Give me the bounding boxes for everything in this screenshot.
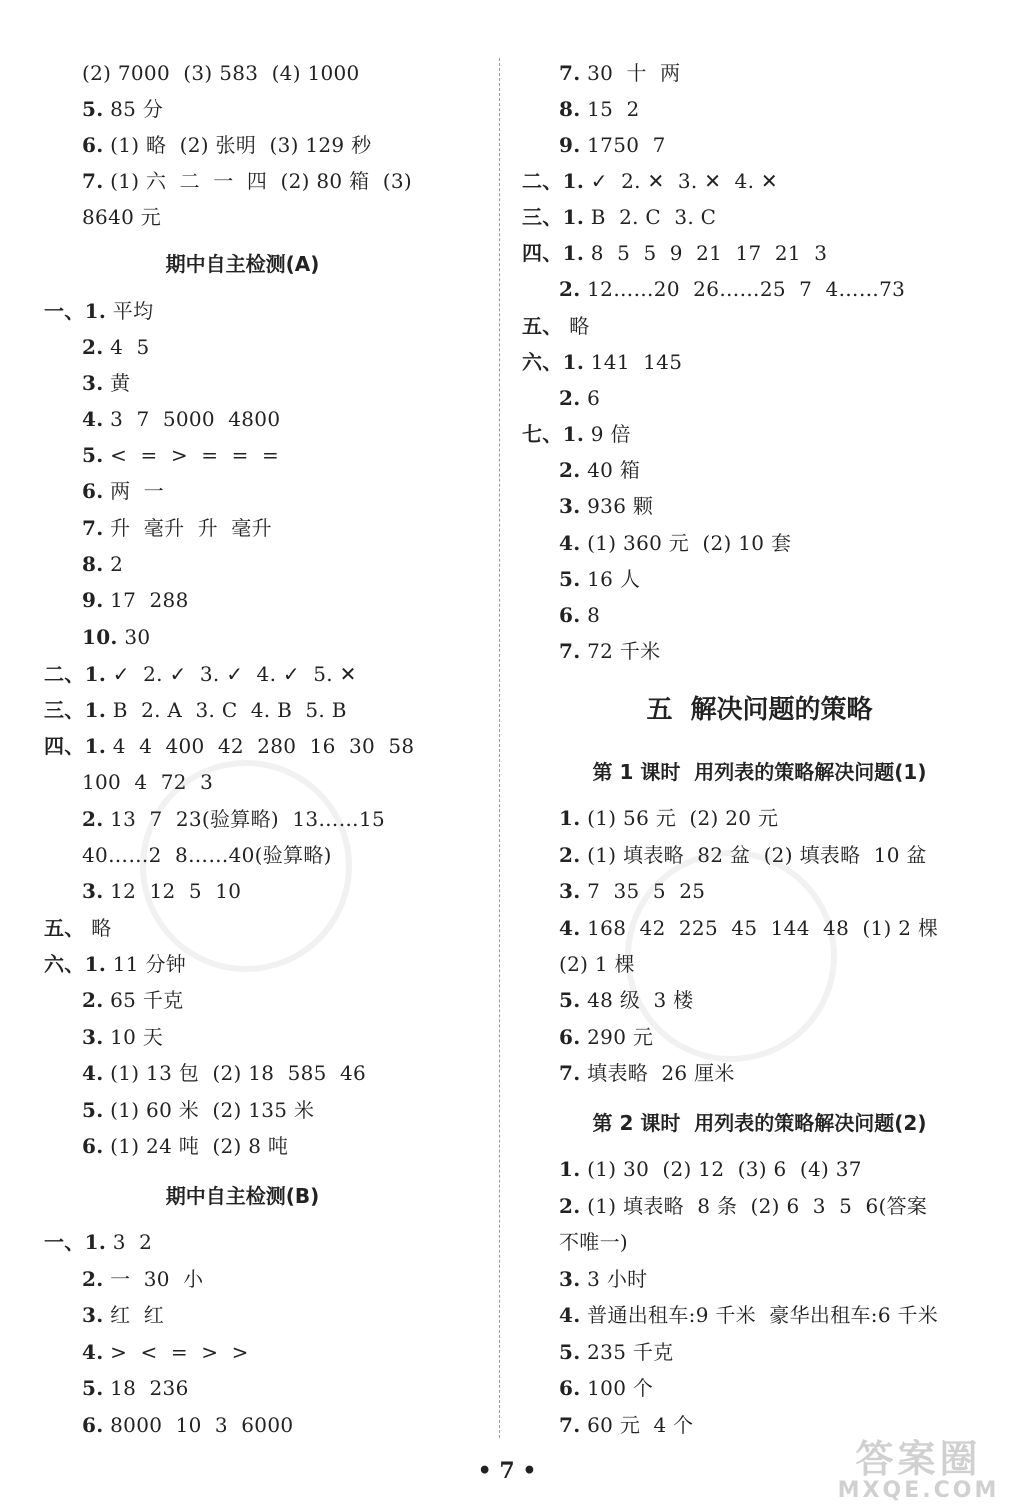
answer-text: 8000 10 3 6000 xyxy=(110,1413,294,1437)
answer-line xyxy=(82,619,150,655)
answer-text: 6 xyxy=(587,386,601,410)
answer-text: 10 天 xyxy=(110,1025,164,1049)
question-number: 5. xyxy=(82,1098,104,1122)
answer-text: 3 小时 xyxy=(587,1267,648,1291)
question-number: 7. xyxy=(559,639,581,663)
answer-line xyxy=(559,1188,927,1224)
answer-line xyxy=(44,293,153,329)
answer-line xyxy=(559,561,640,597)
question-number: 3. xyxy=(559,494,581,518)
answer-text: (1) 六 二 一 四 (2) 80 箱 (3) xyxy=(110,169,412,193)
answer-line xyxy=(559,1261,647,1297)
answer-text: 2 xyxy=(110,552,124,576)
question-number: 三、1. xyxy=(44,698,107,722)
answer-line xyxy=(82,1334,249,1370)
answer-line xyxy=(82,1261,203,1297)
answer-text: 12 12 5 10 xyxy=(110,879,242,903)
question-number: 二、1. xyxy=(44,662,107,686)
question-number: 六、1. xyxy=(44,952,107,976)
question-number: 4. xyxy=(559,916,581,940)
answer-line xyxy=(559,1224,628,1260)
section-heading: 第 2 课时 用列表的策略解决问题(2) xyxy=(592,1111,927,1135)
answer-text: 48 级 3 楼 xyxy=(587,988,694,1012)
answer-line xyxy=(559,1151,862,1187)
answer-line xyxy=(82,1128,288,1164)
answer-text: 普通出租车:9 千米 豪华出租车:6 千米 xyxy=(587,1303,939,1327)
question-number: 7. xyxy=(82,516,104,540)
question-number: 5. xyxy=(559,1340,581,1364)
question-number: 4. xyxy=(82,1061,104,1085)
answer-text: 40……2 8……40(验算略) xyxy=(82,843,332,867)
answer-text: 一 30 小 xyxy=(110,1267,204,1291)
question-number: 4. xyxy=(559,531,581,555)
question-number: 五、 xyxy=(44,916,85,940)
question-number: 4. xyxy=(559,1303,581,1327)
answer-text: (1) 填表略 82 盆 (2) 填表略 10 盆 xyxy=(587,843,927,867)
answer-text: 17 288 xyxy=(110,588,189,612)
section-heading: 第 1 课时 用列表的策略解决问题(1) xyxy=(592,760,927,784)
answer-line xyxy=(82,473,164,509)
answer-line xyxy=(82,91,163,127)
answer-line xyxy=(82,199,161,235)
answer-line xyxy=(559,1019,653,1055)
question-number: 3. xyxy=(559,879,581,903)
answer-text: 填表略 26 厘米 xyxy=(587,1061,735,1085)
question-number: 2. xyxy=(82,335,104,359)
question-number: 6. xyxy=(559,1025,581,1049)
question-number: 5. xyxy=(82,1376,104,1400)
answer-text: 红 红 xyxy=(110,1303,165,1327)
answer-line xyxy=(82,1019,163,1055)
answer-text: 略 xyxy=(91,916,112,940)
answer-line xyxy=(559,633,660,669)
question-number: 2. xyxy=(82,988,104,1012)
answer-text: (1) 360 元 (2) 10 套 xyxy=(587,531,792,555)
answer-line xyxy=(82,510,272,546)
answer-text: 936 颗 xyxy=(587,494,654,518)
answer-text: 黄 xyxy=(110,371,131,395)
page-number: • 7 • xyxy=(477,1458,537,1484)
question-number: 9. xyxy=(559,133,581,157)
answer-text: B 2. C 3. C xyxy=(590,205,717,229)
answer-line xyxy=(82,582,189,618)
column-divider xyxy=(499,58,500,1438)
answer-text: (1) 填表略 8 条 (2) 6 3 5 6(答案 xyxy=(587,1194,928,1218)
answer-line xyxy=(559,1407,693,1443)
answer-text: (2) 7000 (3) 583 (4) 1000 xyxy=(82,61,360,85)
answer-line xyxy=(559,1055,735,1091)
answer-line xyxy=(82,1370,189,1406)
answer-text: 7 35 5 25 xyxy=(587,879,706,903)
answer-line xyxy=(559,55,680,91)
answer-line xyxy=(559,525,791,561)
question-number: 六、1. xyxy=(522,350,585,374)
question-number: 7. xyxy=(559,61,581,85)
answer-text: > < = > > xyxy=(110,1340,249,1364)
answer-line xyxy=(82,982,183,1018)
question-number: 5. xyxy=(82,443,104,467)
question-number: 6. xyxy=(82,479,104,503)
stamp-watermark-right xyxy=(625,850,837,1062)
answer-text: 4 4 400 42 280 16 30 58 xyxy=(112,734,415,758)
question-number: 3. xyxy=(82,1303,104,1327)
answer-line xyxy=(44,1224,152,1260)
question-number: 2. xyxy=(82,807,104,831)
answer-text: (1) 13 包 (2) 18 585 46 xyxy=(110,1061,367,1085)
answer-text: (1) 24 吨 (2) 8 吨 xyxy=(110,1134,289,1158)
answer-text: 9 倍 xyxy=(590,422,631,446)
answer-text: 4 5 xyxy=(110,335,150,359)
answer-line xyxy=(82,163,412,199)
answer-text: 略 xyxy=(569,314,590,338)
answer-text: ✓ 2. ✕ 3. ✕ 4. ✕ xyxy=(590,169,778,193)
answer-line xyxy=(82,437,279,473)
answer-text: 16 人 xyxy=(587,567,641,591)
answer-line xyxy=(44,910,112,946)
answer-text: 平均 xyxy=(112,299,154,323)
question-number: 二、1. xyxy=(522,169,585,193)
answer-text: 15 2 xyxy=(587,97,640,121)
answer-text: < = > = = = xyxy=(110,443,280,467)
question-number: 6. xyxy=(82,1134,104,1158)
question-number: 3. xyxy=(82,371,104,395)
answer-line xyxy=(522,163,778,199)
question-number: 4. xyxy=(82,407,104,431)
question-number: 6. xyxy=(559,1376,581,1400)
answer-line xyxy=(522,235,827,271)
answer-line xyxy=(82,365,130,401)
question-number: 2. xyxy=(559,386,581,410)
answer-line xyxy=(82,1407,293,1443)
answer-text: 升 毫升 升 毫升 xyxy=(110,516,272,540)
answer-text: 12……20 26……25 7 4……73 xyxy=(587,277,906,301)
answer-line xyxy=(82,329,150,365)
section-heading: 期中自主检测(A) xyxy=(165,252,320,276)
question-number: 10. xyxy=(82,625,118,649)
answer-text: 3 7 5000 4800 xyxy=(110,407,281,431)
question-number: 7. xyxy=(559,1413,581,1437)
question-number: 一、1. xyxy=(44,1230,107,1254)
answer-text: 两 一 xyxy=(110,479,165,503)
answer-text: 290 元 xyxy=(587,1025,654,1049)
answer-line xyxy=(559,1297,938,1333)
question-number: 四、1. xyxy=(522,241,585,265)
answer-text: (1) 略 (2) 张明 (3) 129 秒 xyxy=(110,133,372,157)
answer-text: 1750 7 xyxy=(587,133,666,157)
answer-line xyxy=(559,91,640,127)
answer-text: 13 7 23(验算略) 13……15 xyxy=(110,807,386,831)
question-number: 2. xyxy=(559,277,581,301)
question-number: 2. xyxy=(82,1267,104,1291)
answer-line xyxy=(82,1092,314,1128)
section-heading: 期中自主检测(B) xyxy=(165,1184,320,1208)
question-number: 5. xyxy=(559,988,581,1012)
question-number: 五、 xyxy=(522,314,563,338)
answer-text: 100 4 72 3 xyxy=(82,770,214,794)
answer-text: 3 2 xyxy=(112,1230,153,1254)
question-number: 3. xyxy=(82,879,104,903)
answer-text: 65 千克 xyxy=(110,988,184,1012)
answer-text: 40 箱 xyxy=(587,458,641,482)
answer-text: 8 5 5 9 21 17 21 3 xyxy=(590,241,828,265)
answer-text: 11 分钟 xyxy=(112,952,187,976)
answer-line xyxy=(559,946,635,982)
answer-line xyxy=(82,546,123,582)
answer-text: 30 xyxy=(124,625,151,649)
site-logo-watermark: 答案圈 MXQE.COM xyxy=(837,1437,1000,1503)
question-number: 七、1. xyxy=(522,422,585,446)
question-number: 5. xyxy=(559,567,581,591)
answer-text: (2) 1 棵 xyxy=(559,952,635,976)
question-number: 1. xyxy=(559,1157,581,1181)
answer-line xyxy=(44,728,414,764)
question-number: 6. xyxy=(82,1413,104,1437)
answer-text: 235 千克 xyxy=(587,1340,674,1364)
answer-line xyxy=(522,344,682,380)
question-number: 2. xyxy=(559,458,581,482)
question-number: 6. xyxy=(82,133,104,157)
question-number: 4. xyxy=(82,1340,104,1364)
answer-text: 168 42 225 45 144 48 (1) 2 棵 xyxy=(587,916,939,940)
answer-line xyxy=(522,416,631,452)
answer-line xyxy=(522,199,716,235)
question-number: 7. xyxy=(559,1061,581,1085)
question-number: 四、1. xyxy=(44,734,107,758)
stamp-watermark-left xyxy=(140,760,352,972)
answer-text: (1) 60 米 (2) 135 米 xyxy=(110,1098,315,1122)
answer-text: ✓ 2. ✓ 3. ✓ 4. ✓ 5. ✕ xyxy=(112,662,357,686)
answer-line xyxy=(82,1297,164,1333)
answer-text: 8 xyxy=(587,603,601,627)
answer-text: 100 个 xyxy=(587,1376,654,1400)
answer-line xyxy=(559,1334,674,1370)
question-number: 1. xyxy=(559,806,581,830)
answer-line xyxy=(559,488,653,524)
answer-line xyxy=(559,127,666,163)
answer-line xyxy=(559,380,600,416)
answer-line xyxy=(559,597,600,633)
question-number: 8. xyxy=(82,552,104,576)
answer-text: 141 145 xyxy=(590,350,683,374)
answer-text: 60 元 4 个 xyxy=(587,1413,694,1437)
answer-line xyxy=(44,692,347,728)
answer-text: (1) 30 (2) 12 (3) 6 (4) 37 xyxy=(587,1157,862,1181)
answer-line xyxy=(559,800,778,836)
question-number: 3. xyxy=(559,1267,581,1291)
question-number: 三、1. xyxy=(522,205,585,229)
question-number: 3. xyxy=(82,1025,104,1049)
answer-line xyxy=(559,271,905,307)
question-number: 5. xyxy=(82,97,104,121)
question-number: 7. xyxy=(82,169,104,193)
question-number: 6. xyxy=(559,603,581,627)
answer-text: 85 分 xyxy=(110,97,164,121)
answer-text: 不唯一) xyxy=(559,1230,629,1254)
answer-text: (1) 56 元 (2) 20 元 xyxy=(587,806,779,830)
answer-text: 30 十 两 xyxy=(587,61,681,85)
answer-line xyxy=(559,1370,653,1406)
answer-line xyxy=(82,55,360,91)
answer-line xyxy=(559,452,640,488)
question-number: 2. xyxy=(559,843,581,867)
answer-line xyxy=(82,127,371,163)
question-number: 2. xyxy=(559,1194,581,1218)
question-number: 8. xyxy=(559,97,581,121)
answer-text: 72 千米 xyxy=(587,639,661,663)
question-number: 9. xyxy=(82,588,104,612)
answer-line xyxy=(82,401,280,437)
answer-line xyxy=(82,1055,366,1091)
answer-text: B 2. A 3. C 4. B 5. B xyxy=(112,698,347,722)
answer-text: 18 236 xyxy=(110,1376,189,1400)
question-number: 一、1. xyxy=(44,299,107,323)
answer-line xyxy=(522,308,590,344)
answer-line xyxy=(44,656,357,692)
answer-line xyxy=(44,946,186,982)
chapter-heading: 五 解决问题的策略 xyxy=(646,695,873,725)
answer-text: 8640 元 xyxy=(82,205,162,229)
